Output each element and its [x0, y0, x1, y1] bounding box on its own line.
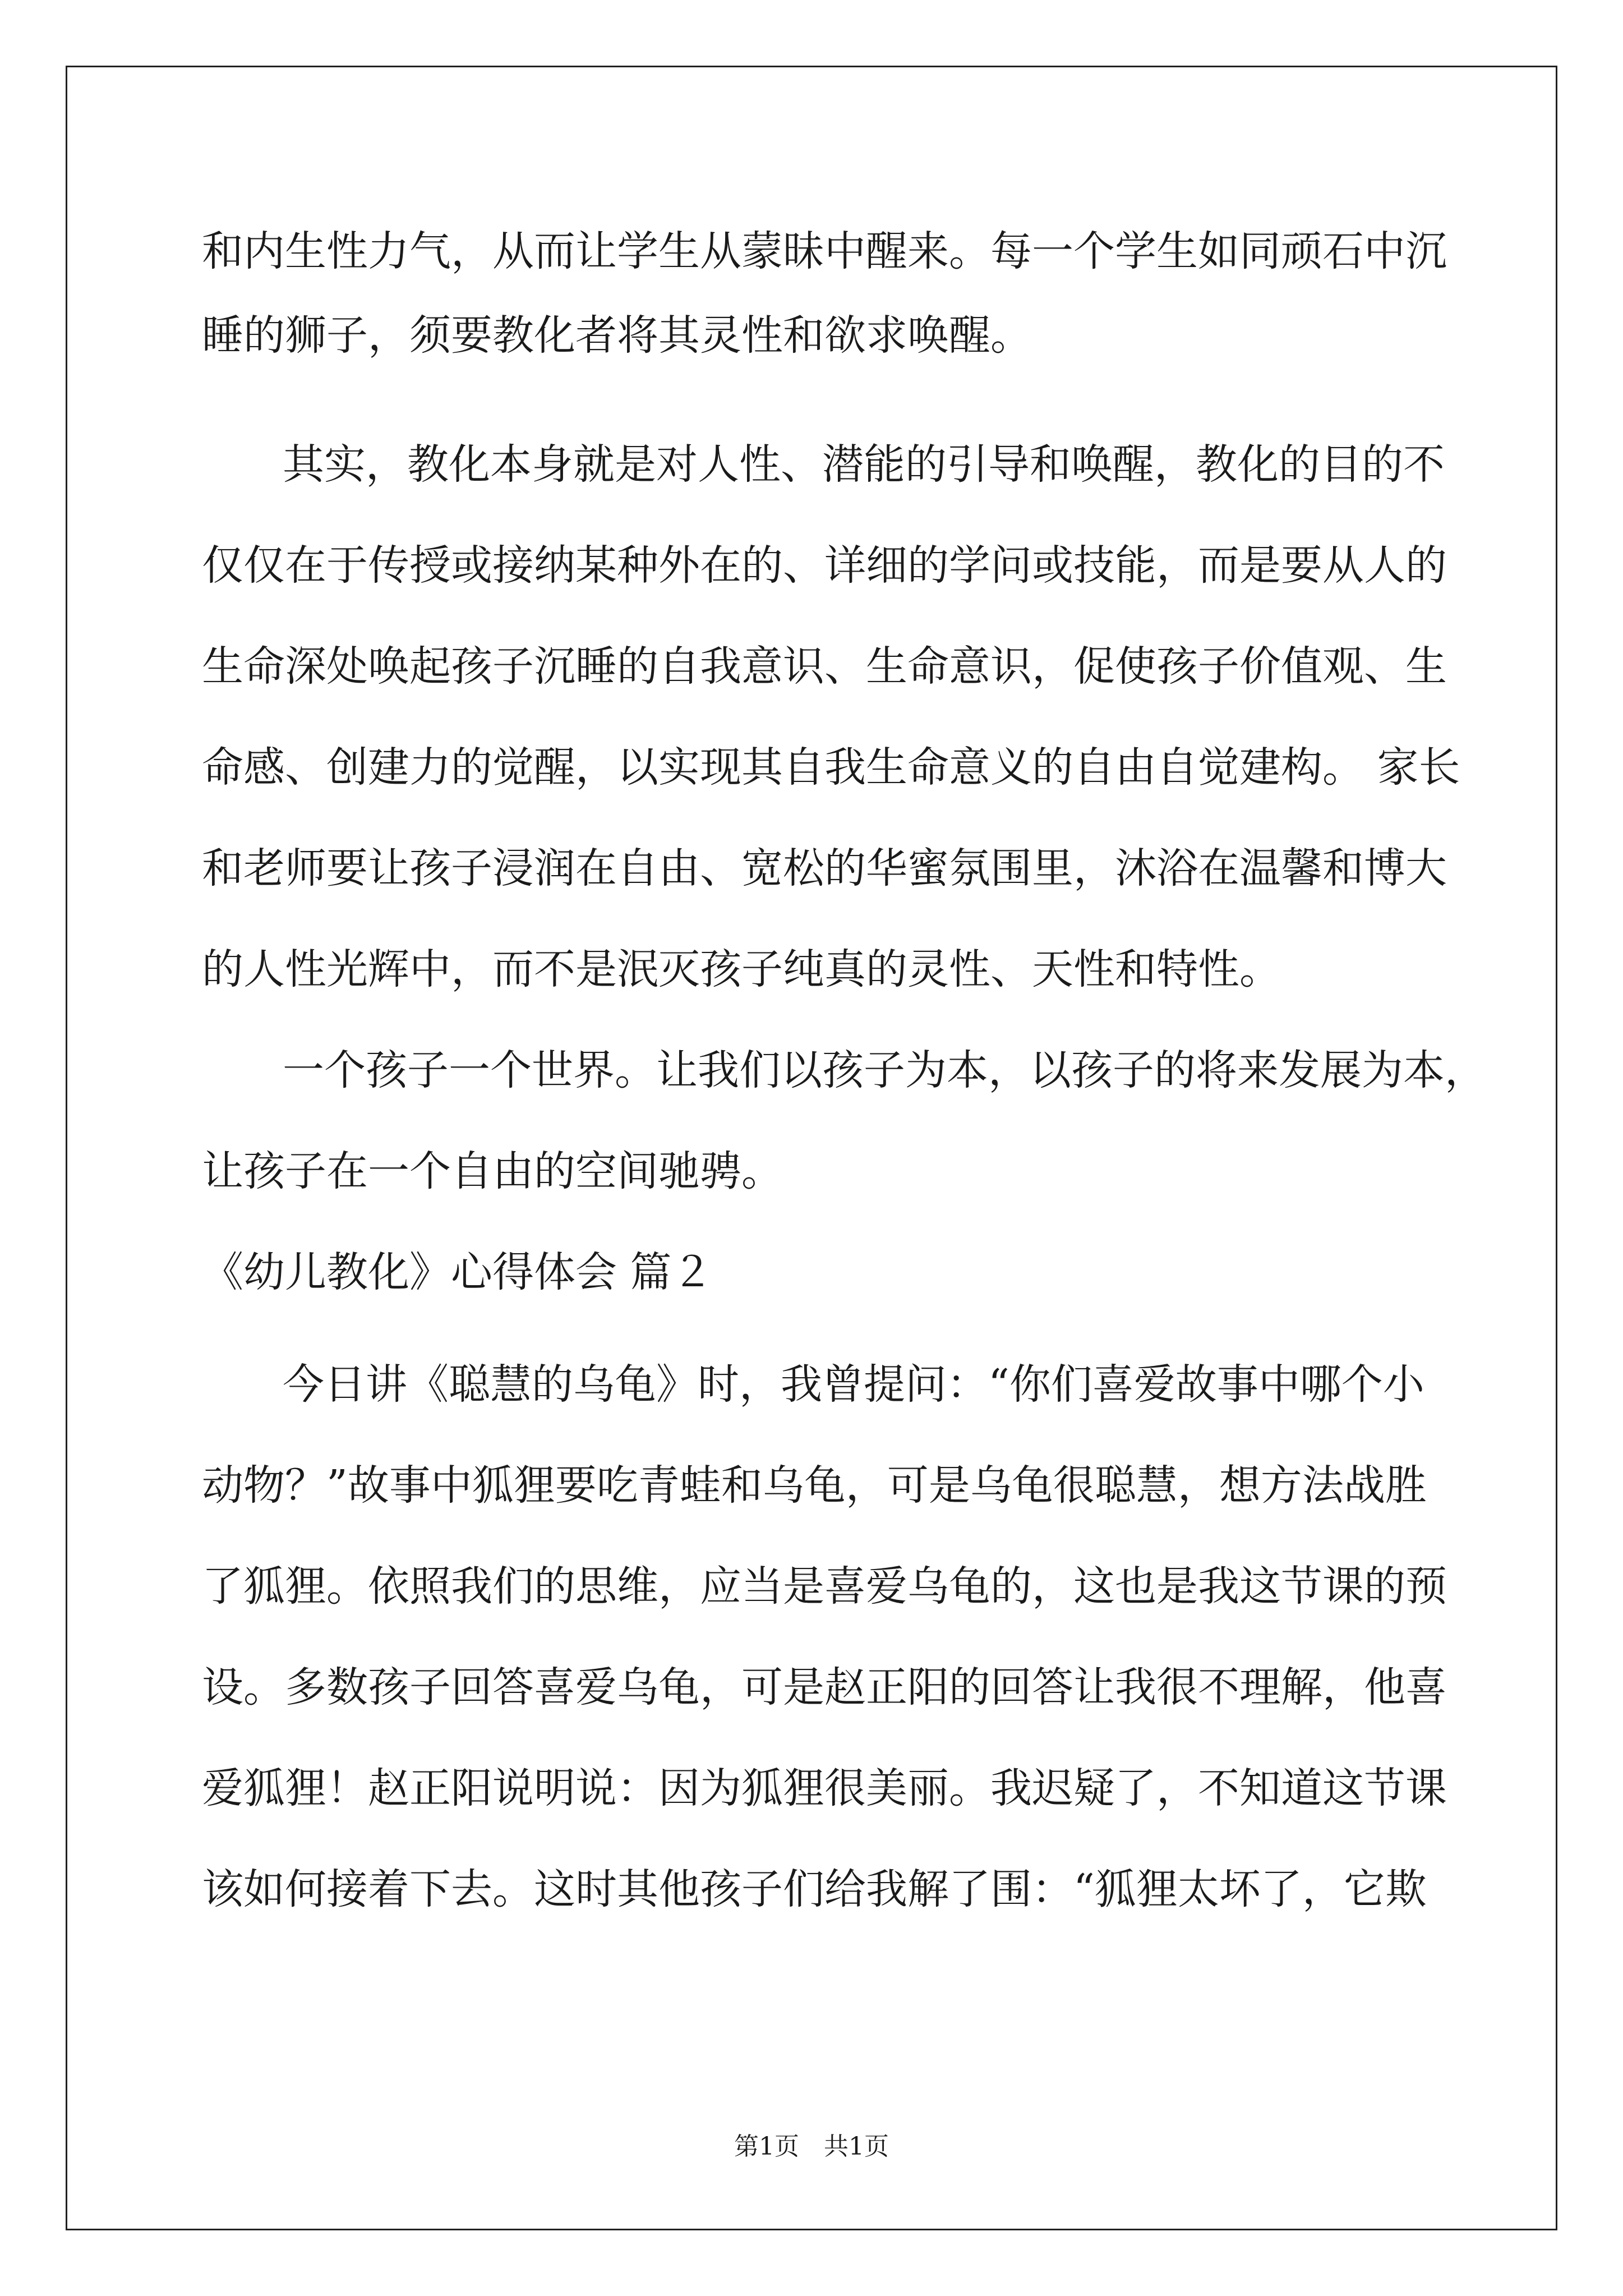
page-number-footer: 第1页 共1页 — [734, 2132, 889, 2161]
text-line: 其实，教化本身就是对人性、潜能的引导和唤醒，教化的目的不 — [283, 440, 1445, 489]
text-line: 该如何接着下去。这时其他孩子们给我解了围：“狐狸太坏了，它欺 — [202, 1865, 1427, 1913]
text-line: 和老师要让孩子浸润在自由、宽松的华蜜氛围里，沐浴在温馨和博大 — [202, 844, 1447, 892]
text-line: 一个孩子一个世界。让我们以孩子为本，以孩子的将来发展为本， — [283, 1046, 1486, 1094]
text-line: 爱狐狸！赵正阳说明说：因为狐狸很美丽。我迟疑了，不知道这节课 — [202, 1764, 1447, 1812]
text-line: 设。多数孩子回答喜爱乌龟，可是赵正阳的回答让我很不理解，他喜 — [202, 1663, 1447, 1711]
text-line: 生命深处唤起孩子沉睡的自我意识、生命意识，促使孩子价值观、生 — [202, 642, 1447, 691]
text-line: 让孩子在一个自由的空间驰骋。 — [202, 1147, 783, 1195]
text-line: 命感、创建力的觉醒，以实现其自我生命意义的自由自觉建构。 家长 — [202, 743, 1460, 792]
text-line: 睡的狮子，须要教化者将其灵性和欲求唤醒。 — [202, 311, 1032, 360]
text-line: 动物？”故事中狐狸要吃青蛙和乌龟，可是乌龟很聪慧，想方法战胜 — [202, 1461, 1427, 1510]
text-line: 和内生性力气，从而让学生从蒙昧中醒来。每一个学生如同顽石中沉 — [202, 227, 1447, 275]
section-heading: 《幼儿教化》心得体会 篇２ — [202, 1248, 713, 1296]
text-line: 今日讲《聪慧的乌龟》时，我曾提问：“你们喜爱故事中哪个小 — [283, 1360, 1424, 1409]
text-line: 的人性光辉中，而不是泯灭孩子纯真的灵性、天性和特性。 — [202, 945, 1281, 993]
text-line: 了狐狸。依照我们的思维，应当是喜爱乌龟的，这也是我这节课的预 — [202, 1562, 1447, 1611]
text-line: 仅仅在于传授或接纳某种外在的、详细的学问或技能，而是要从人的 — [202, 541, 1447, 590]
